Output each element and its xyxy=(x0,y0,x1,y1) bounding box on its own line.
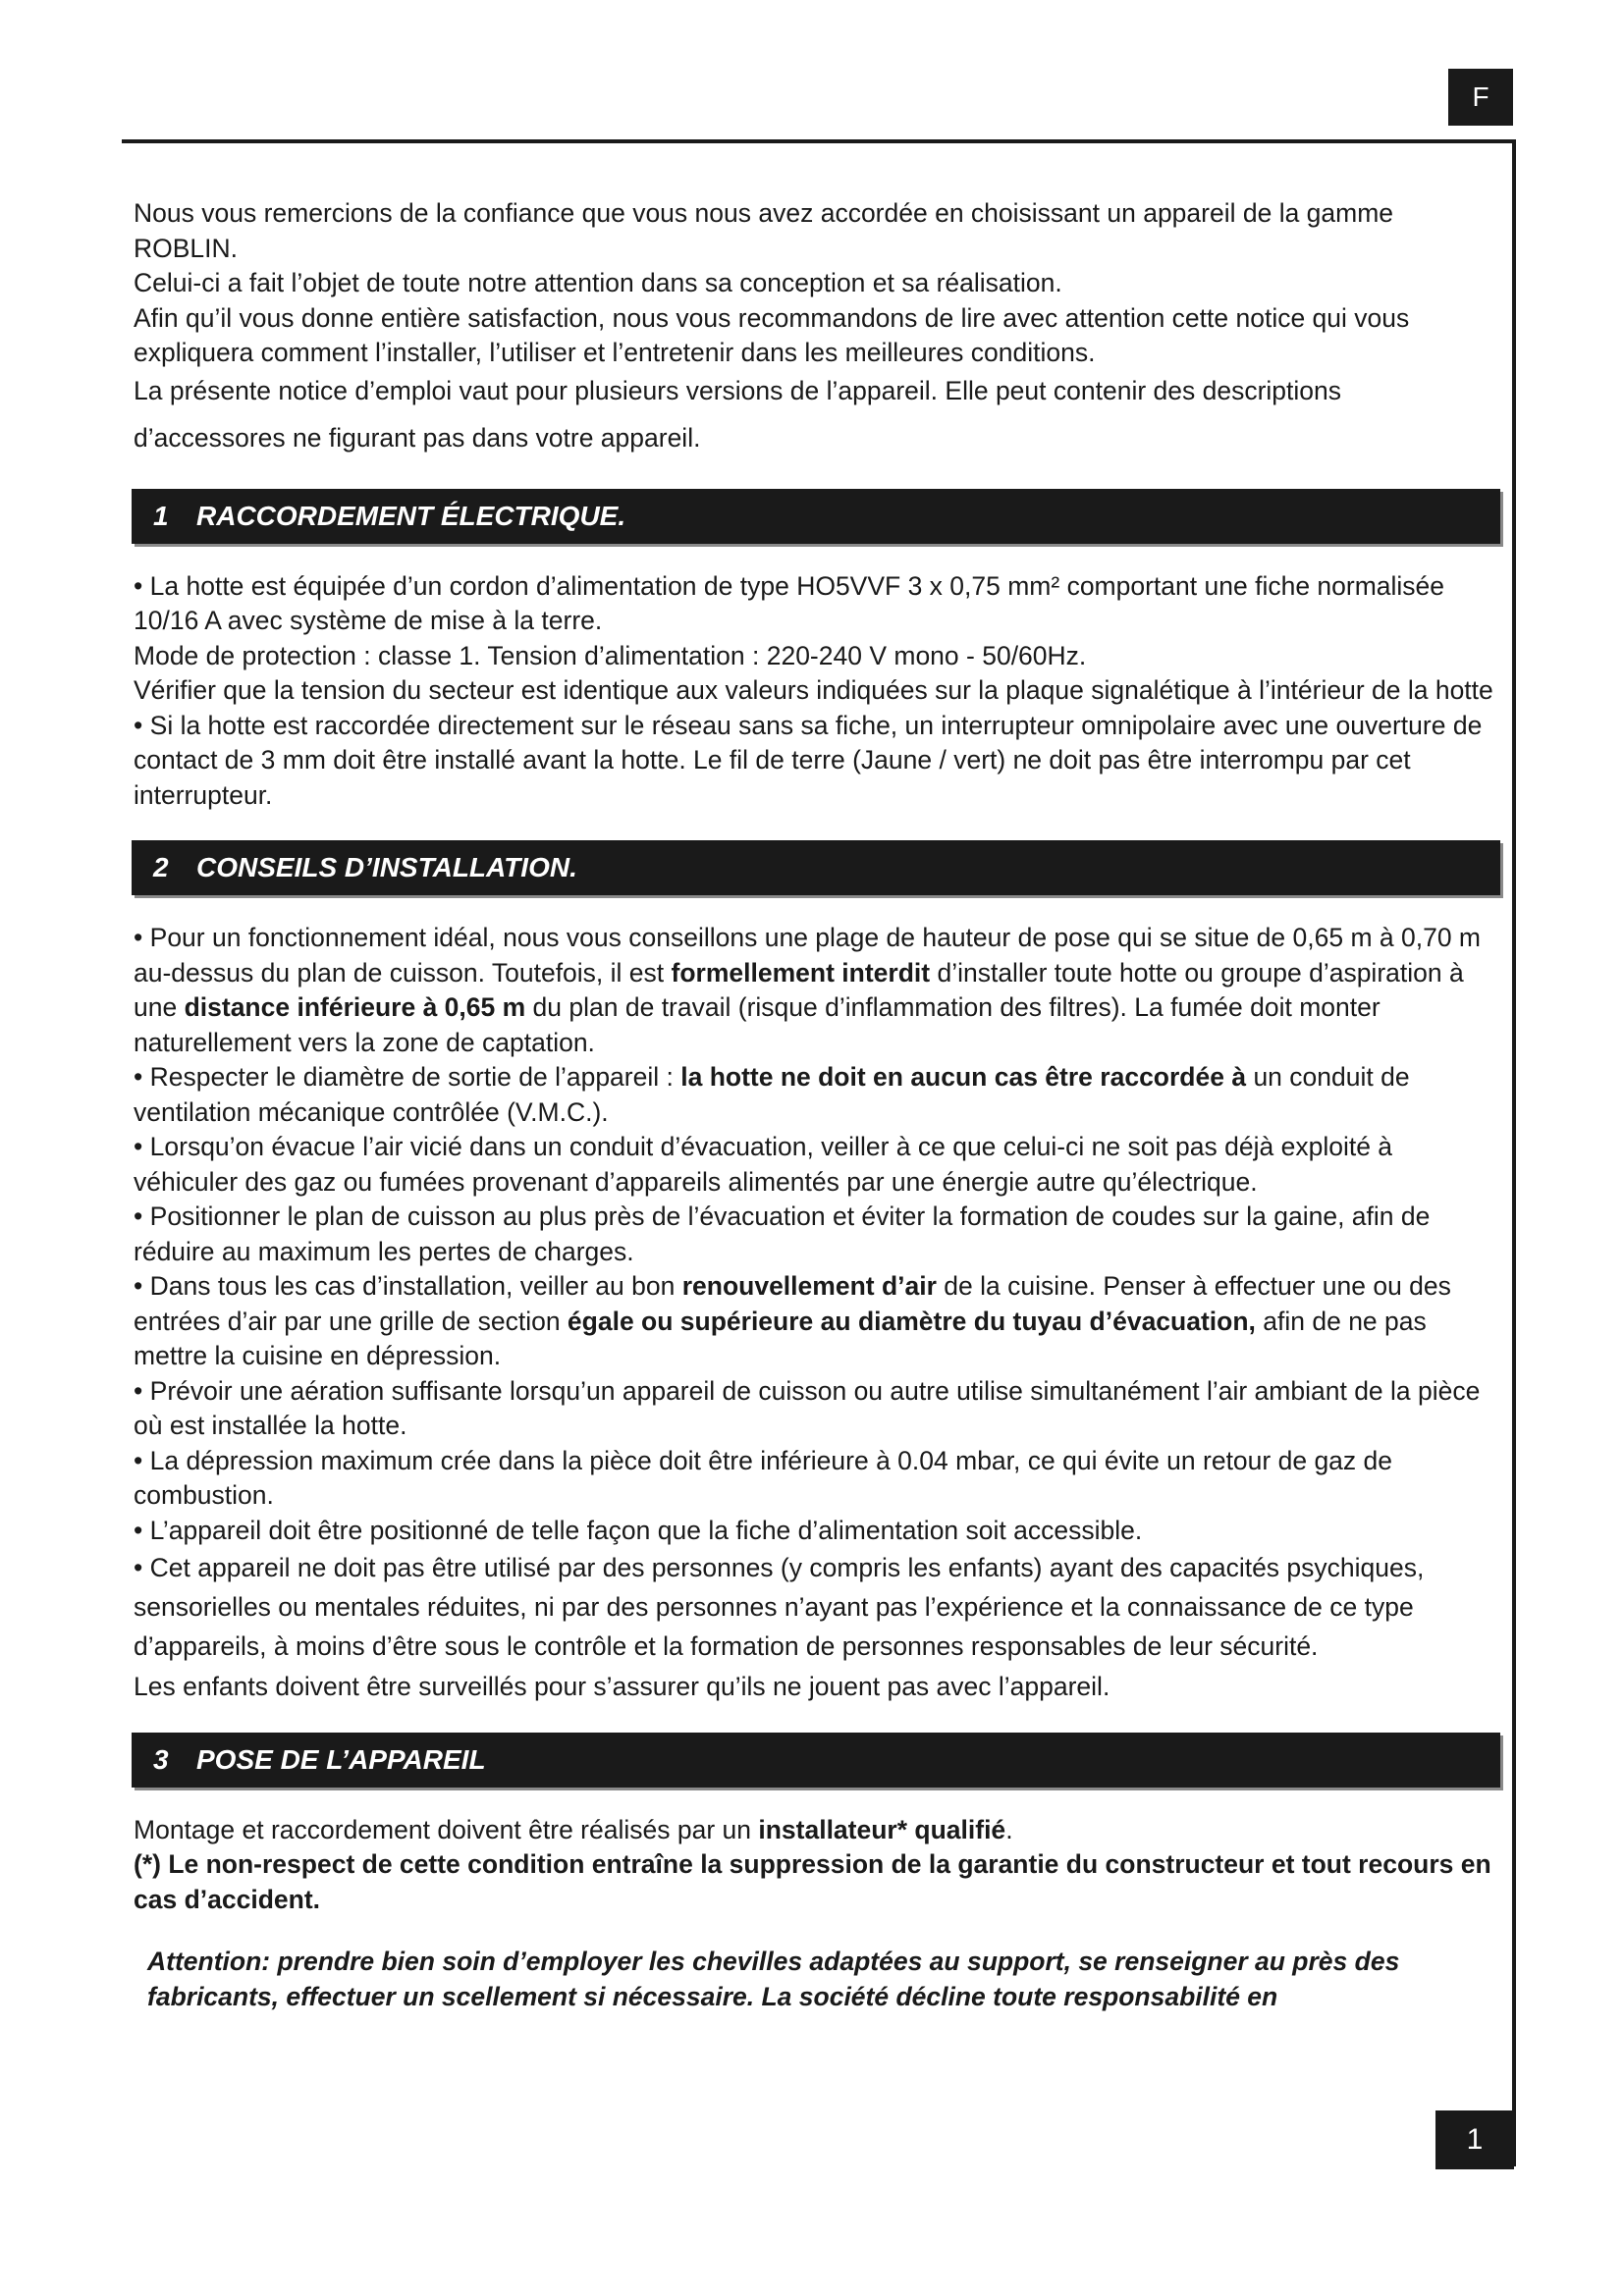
page-number: 1 xyxy=(1435,2110,1514,2169)
intro-paragraph-2: Celui-ci a fait l’objet de toute notre attention dans sa conception et sa réalisation. xyxy=(134,268,1062,297)
section-1-paragraph-4: • Si la hotte est raccordée directement sur le réseau sans sa fiche, un interrupteur omnipolaire avec une ouverture de contact de 3 mm doit être installé avant la hotte. Le fil de terre (Jaune / vert) ne doit pas être interrompu par cet interrupteur. xyxy=(134,710,1483,810)
section-2-title: CONSEILS D’INSTALLATION. xyxy=(196,852,577,883)
header-rule xyxy=(122,139,1516,143)
section-2-paragraph-9: • Cet appareil ne doit pas être utilisé par des personnes (y compris les enfants) ayant des capacités psychiques, sensorielles ou mentales réduites, ni par des personnes n’ayant pas l’expérience et la connaissance de ce type d’appareils, à moins d’être sous le contrôle et la formation de personnes responsables de leur sécurité. xyxy=(134,1553,1425,1661)
section-2-paragraph-1: • Pour un fonctionnement idéal, nous vous conseillons une plage de hauteur de pose qui se situe de 0,65 m à 0,70 m au-dessus du plan de cuisson. Toutefois, il est formellement interdit d’installer toute hotte ou groupe d’aspiration à une distance inférieure à 0,65 m du plan de travail (risque d’inflammation des filtres). La fumée doit monter naturellement vers la zone de captation. xyxy=(134,923,1481,1057)
section-2-paragraph-4: • Positionner le plan de cuisson au plus près de l’évacuation et éviter la formation de coudes sur la gaine, afin de réduire au maximum les pertes de charges. xyxy=(134,1201,1431,1266)
section-3-heading xyxy=(132,1733,1500,1788)
intro-paragraph-1: Nous vous remercions de la confiance que vous nous avez accordée en choisissant un appareil de la gamme ROBLIN. xyxy=(134,198,1394,263)
section-2-number: 2 xyxy=(153,852,169,883)
section-2-paragraph-3: • Lorsqu’on évacue l’air vicié dans un conduit d’évacuation, veiller à ce que celui-ci ne soit pas déjà exploité à véhiculer des gaz ou fumées provenant d’appareils alimentés par une énergie autre qu’électrique. xyxy=(134,1132,1393,1197)
section-2-paragraph-2: • Respecter le diamètre de sortie de l’appareil : la hotte ne doit en aucun cas être raccordée à un conduit de ventilation mécanique contrôlée (V.M.C.). xyxy=(134,1062,1410,1127)
section-3-number: 3 xyxy=(153,1743,169,1775)
document-body xyxy=(134,196,1500,2014)
section-2-paragraph-6: • Prévoir une aération suffisante lorsqu’un appareil de cuisson ou autre utilise simultanément l’air ambiant de la pièce où est installée la hotte. xyxy=(134,1375,1481,1440)
section-1-title: RACCORDEMENT ÉLECTRIQUE. xyxy=(196,500,626,531)
section-2-paragraph-8: • L’appareil doit être positionné de telle façon que la fiche d’alimentation soit accessible. xyxy=(134,1515,1143,1545)
section-2-paragraph-10: Les enfants doivent être surveillés pour s’assurer qu’ils ne jouent pas avec l’appareil. xyxy=(134,1672,1110,1701)
section-3-paragraph-1: Montage et raccordement doivent être réalisés par un installateur* qualifié. xyxy=(134,1814,1013,1844)
section-1-paragraph-1: • La hotte est équipée d’un cordon d’alimentation de type HO5VVF 3 x 0,75 mm² comportant une fiche normalisée 10/16 A avec système de mise à la terre. xyxy=(134,570,1445,635)
section-2-heading xyxy=(132,840,1500,895)
section-3-attention: Attention: prendre bien soin d’employer les chevilles adaptées au support, se renseigner au près des fabricants, effectuer un scellement si nécessaire. La société décline toute responsabilité en xyxy=(147,1947,1400,2011)
intro-paragraph-4: La présente notice d’emploi vaut pour plusieurs versions de l’appareil. Elle peut contenir des descriptions d’accessores ne figurant pas dans votre appareil. xyxy=(134,375,1342,453)
intro-paragraph-3: Afin qu’il vous donne entière satisfaction, nous vous recommandons de lire avec attention cette notice qui vous expliquera comment l’installer, l’utiliser et l’entretenir dans les meilleures conditions. xyxy=(134,302,1410,367)
section-1-number: 1 xyxy=(153,500,169,531)
side-rule xyxy=(1512,139,1516,2166)
section-1-paragraph-3: Vérifier que la tension du secteur est identique aux valeurs indiquées sur la plaque signalétique à l’intérieur de la hotte xyxy=(134,675,1493,705)
language-badge: F xyxy=(1448,69,1513,126)
section-3-title: POSE DE L’APPAREIL xyxy=(196,1743,486,1775)
section-2-paragraph-7: • La dépression maximum crée dans la pièce doit être inférieure à 0.04 mbar, ce qui évite un retour de gaz de combustion. xyxy=(134,1445,1393,1510)
section-2-paragraph-5: • Dans tous les cas d’installation, veiller au bon renouvellement d’air de la cuisine. Penser à effectuer une ou des entrées d’air par une grille de section égale ou supérieure au diamètre du tuyau d’évacuation, afin de ne pas mettre la cuisine en dépression. xyxy=(134,1271,1451,1370)
section-1-heading xyxy=(132,489,1500,544)
section-1-paragraph-2: Mode de protection : classe 1. Tension d’alimentation : 220-240 V mono - 50/60Hz. xyxy=(134,640,1087,670)
section-3-warning: (*) Le non-respect de cette condition entraîne la suppression de la garantie du constructeur et tout recours en cas d’accident. xyxy=(134,1849,1491,1914)
